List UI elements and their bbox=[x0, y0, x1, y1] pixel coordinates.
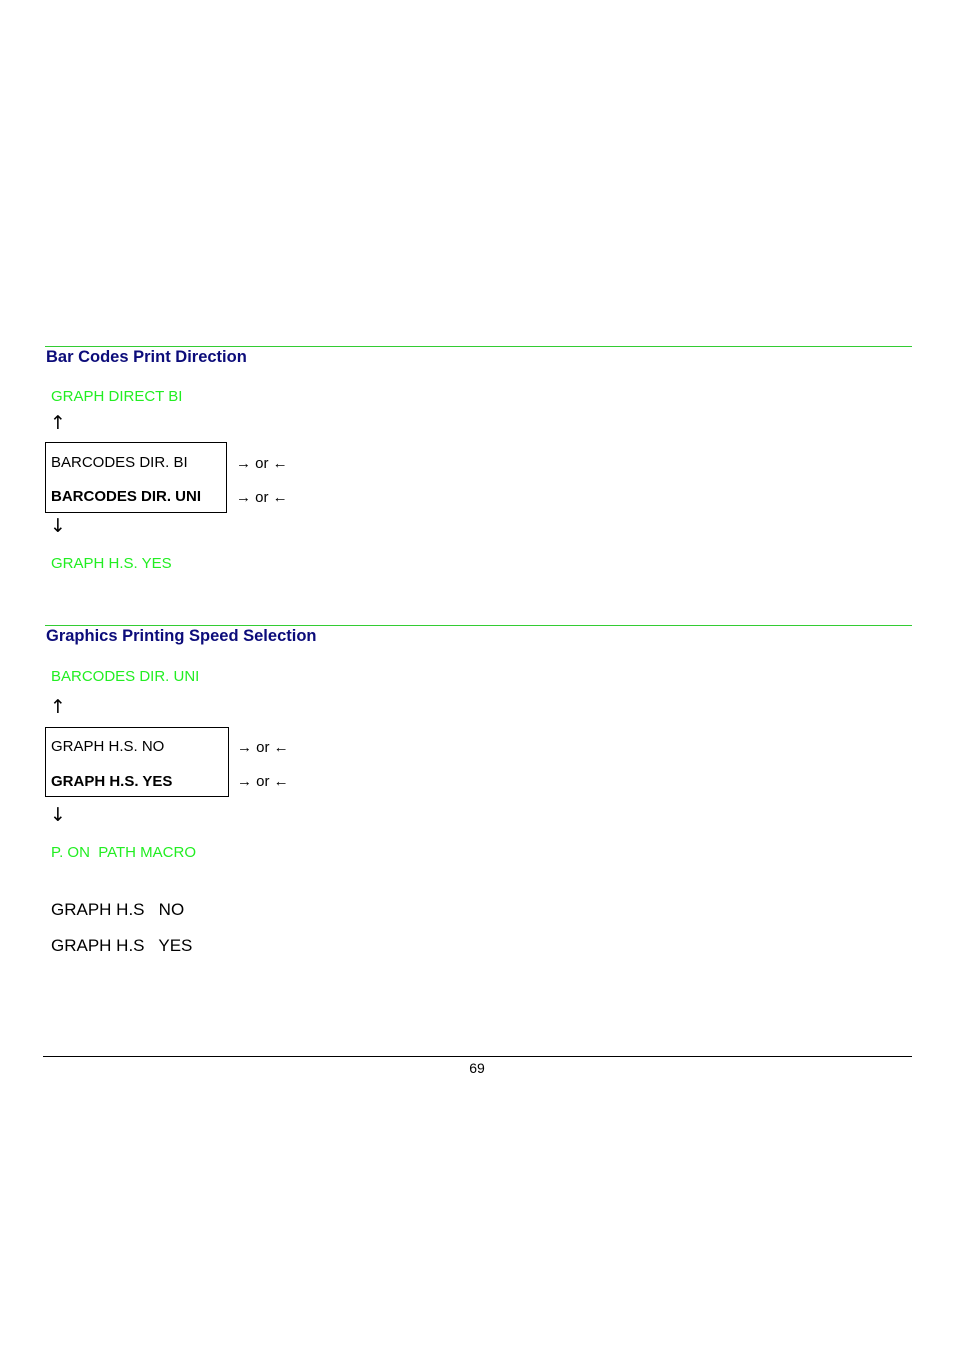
section-title: Bar Codes Print Direction bbox=[46, 348, 247, 366]
section-title: Graphics Printing Speed Selection bbox=[46, 627, 317, 645]
option-label-selected: GRAPH H.S. YES bbox=[51, 773, 173, 790]
left-right-arrows-icon: → or ← bbox=[236, 489, 288, 506]
next-menu-item: GRAPH H.S. YES bbox=[51, 555, 172, 572]
option-label-selected: BARCODES DIR. UNI bbox=[51, 488, 202, 505]
page-number: 69 bbox=[469, 1060, 485, 1076]
note-line: GRAPH H.S NO bbox=[51, 900, 185, 919]
next-menu-item: P. ON PATH MACRO bbox=[51, 844, 197, 861]
down-arrow-icon: ↓ bbox=[50, 515, 66, 537]
section-rule bbox=[45, 346, 912, 347]
option-label: BARCODES DIR. BI bbox=[51, 454, 188, 471]
left-right-arrows-icon: → or ← bbox=[237, 739, 289, 756]
section-rule bbox=[45, 625, 912, 626]
down-arrow-icon: ↓ bbox=[50, 804, 66, 826]
previous-menu-item: BARCODES DIR. UNI bbox=[51, 668, 200, 685]
up-arrow-icon: ↑ bbox=[50, 412, 66, 434]
note-line: GRAPH H.S YES bbox=[51, 936, 193, 955]
footer-rule bbox=[43, 1056, 912, 1057]
up-arrow-icon: ↑ bbox=[50, 696, 66, 718]
option-label: GRAPH H.S. NO bbox=[51, 738, 165, 755]
previous-menu-item: GRAPH DIRECT BI bbox=[51, 388, 183, 405]
left-right-arrows-icon: → or ← bbox=[237, 773, 289, 790]
left-right-arrows-icon: → or ← bbox=[236, 455, 288, 472]
